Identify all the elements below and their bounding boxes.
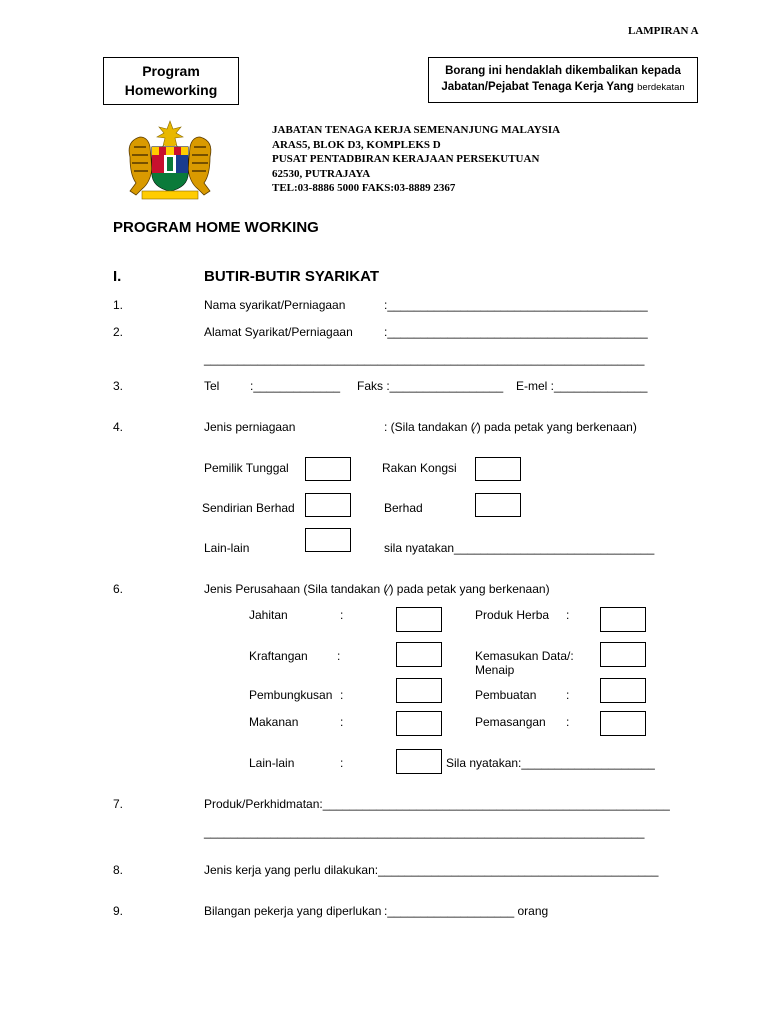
- q6-label: Jenis Perusahaan (Sila tandakan (⁄) pada petak yang berkenaan): [204, 582, 550, 596]
- q8-number: 8.: [113, 863, 124, 877]
- q4-label: Jenis perniagaan: [204, 420, 296, 434]
- business-type-specify-field[interactable]: sila nyatakan______________________________: [384, 541, 655, 555]
- q6-number: 6.: [113, 582, 124, 596]
- opt-partnership-label: Rakan Kongsi: [382, 461, 457, 475]
- industry-sewing-label: Jahitan: [249, 608, 288, 622]
- colon: :: [566, 688, 570, 702]
- product-service-field[interactable]: Produk/Perkhidmatan:____________________________________________________: [204, 797, 670, 811]
- industry-handicraft-checkbox[interactable]: [396, 642, 442, 667]
- agency-name: JABATAN TENAGA KERJA SEMENANJUNG MALAYSIA: [272, 124, 561, 136]
- industry-others-label: Lain-lain: [249, 756, 295, 770]
- q7-number: 7.: [113, 797, 124, 811]
- q1-number: 1.: [113, 298, 124, 312]
- q2-number: 2.: [113, 325, 124, 339]
- section-number: I.: [113, 268, 122, 285]
- program-title-line2: Homeworking: [124, 82, 218, 98]
- program-title-line1: Program: [142, 63, 200, 79]
- agency-postcode: 62530, PUTRAJAYA: [272, 167, 371, 180]
- colon: :: [340, 688, 344, 702]
- q3-number: 3.: [113, 379, 124, 393]
- agency-address-line2: PUSAT PENTADBIRAN KERAJAAN PERSEKUTUAN: [272, 153, 540, 165]
- agency-address-line1: ARAS5, BLOK D3, KOMPLEKS D: [272, 138, 441, 151]
- opt-berhad-label: Berhad: [384, 501, 423, 515]
- return-notice-small: berdekatan: [637, 82, 685, 93]
- colon: :: [566, 608, 570, 622]
- agency-contact: TEL:03-8886 5000 FAKS:03-8889 2367: [272, 182, 456, 194]
- colon: :: [340, 756, 344, 770]
- industry-others-checkbox[interactable]: [396, 749, 442, 774]
- q2-label: Alamat Syarikat/Perniagaan: [204, 325, 353, 339]
- product-service-field-line2[interactable]: __________________________________________________________________: [204, 825, 645, 839]
- q4-number: 4.: [113, 420, 124, 434]
- industry-packaging-label: Pembungkusan: [249, 688, 333, 702]
- opt-sole-proprietor-checkbox[interactable]: [305, 457, 351, 481]
- opt-others-label: Lain-lain: [204, 541, 250, 555]
- worker-count-field[interactable]: :___________________ orang: [384, 904, 549, 918]
- opt-partnership-checkbox[interactable]: [475, 457, 521, 481]
- industry-data-entry-line2: Menaip: [475, 663, 515, 677]
- industry-handicraft-label: Kraftangan: [249, 649, 308, 663]
- company-address-field-line2[interactable]: __________________________________________________________________: [204, 352, 645, 366]
- form-title: PROGRAM HOME WORKING: [113, 219, 319, 236]
- industry-food-checkbox[interactable]: [396, 711, 442, 736]
- work-type-field[interactable]: Jenis kerja yang perlu dilakukan:__________________________________________: [204, 863, 659, 877]
- colon: :: [566, 715, 570, 729]
- industry-data-entry-label: [475, 649, 574, 677]
- q9-label: Bilangan pekerja yang diperlukan: [204, 904, 382, 918]
- opt-sdn-bhd-checkbox[interactable]: [305, 493, 351, 517]
- industry-data-entry-checkbox[interactable]: [600, 642, 646, 667]
- email-field[interactable]: E-mel :______________: [516, 379, 648, 393]
- industry-food-label: Makanan: [249, 715, 299, 729]
- colon: :: [340, 608, 344, 622]
- coat-of-arms-logo: [120, 117, 220, 202]
- fax-field[interactable]: Faks :_________________: [357, 379, 504, 393]
- q4-instruction: : (Sila tandakan (⁄) pada petak yang berkenaan): [384, 420, 637, 434]
- tel-label: Tel: [204, 379, 220, 393]
- colon: :: [337, 649, 341, 663]
- lampiran-label: LAMPIRAN A: [628, 25, 699, 37]
- q9-number: 9.: [113, 904, 124, 918]
- program-title-box: [103, 57, 239, 105]
- industry-assembly-checkbox[interactable]: [600, 711, 646, 736]
- industry-specify-field[interactable]: Sila nyatakan:____________________: [446, 756, 655, 770]
- section-title: BUTIR-BUTIR SYARIKAT: [204, 268, 379, 285]
- company-name-field[interactable]: :_______________________________________: [384, 298, 648, 312]
- industry-sewing-checkbox[interactable]: [396, 607, 442, 632]
- industry-manufacturing-checkbox[interactable]: [600, 678, 646, 703]
- opt-sole-proprietor-label: Pemilik Tunggal: [204, 461, 289, 475]
- colon: :: [340, 715, 344, 729]
- return-notice-line2: Jabatan/Pejabat Tenaga Kerja Yang: [441, 81, 634, 93]
- q1-label: Nama syarikat/Perniagaan: [204, 298, 346, 312]
- industry-assembly-label: Pemasangan: [475, 715, 546, 729]
- tel-field[interactable]: :_____________: [250, 379, 341, 393]
- industry-packaging-checkbox[interactable]: [396, 678, 442, 703]
- opt-others-checkbox[interactable]: [305, 528, 351, 552]
- opt-sdn-bhd-label: Sendirian Berhad: [202, 501, 295, 515]
- industry-manufacturing-label: Pembuatan: [475, 688, 537, 702]
- return-notice-box: [428, 57, 698, 103]
- return-notice-line1: Borang ini hendaklah dikembalikan kepada: [445, 65, 681, 77]
- industry-data-entry-line1: Kemasukan Data/:: [475, 649, 574, 663]
- opt-berhad-checkbox[interactable]: [475, 493, 521, 517]
- agency-address-block: [272, 123, 560, 196]
- industry-herbal-checkbox[interactable]: [600, 607, 646, 632]
- industry-herbal-label: Produk Herba: [475, 608, 550, 622]
- company-address-field[interactable]: :_______________________________________: [384, 325, 648, 339]
